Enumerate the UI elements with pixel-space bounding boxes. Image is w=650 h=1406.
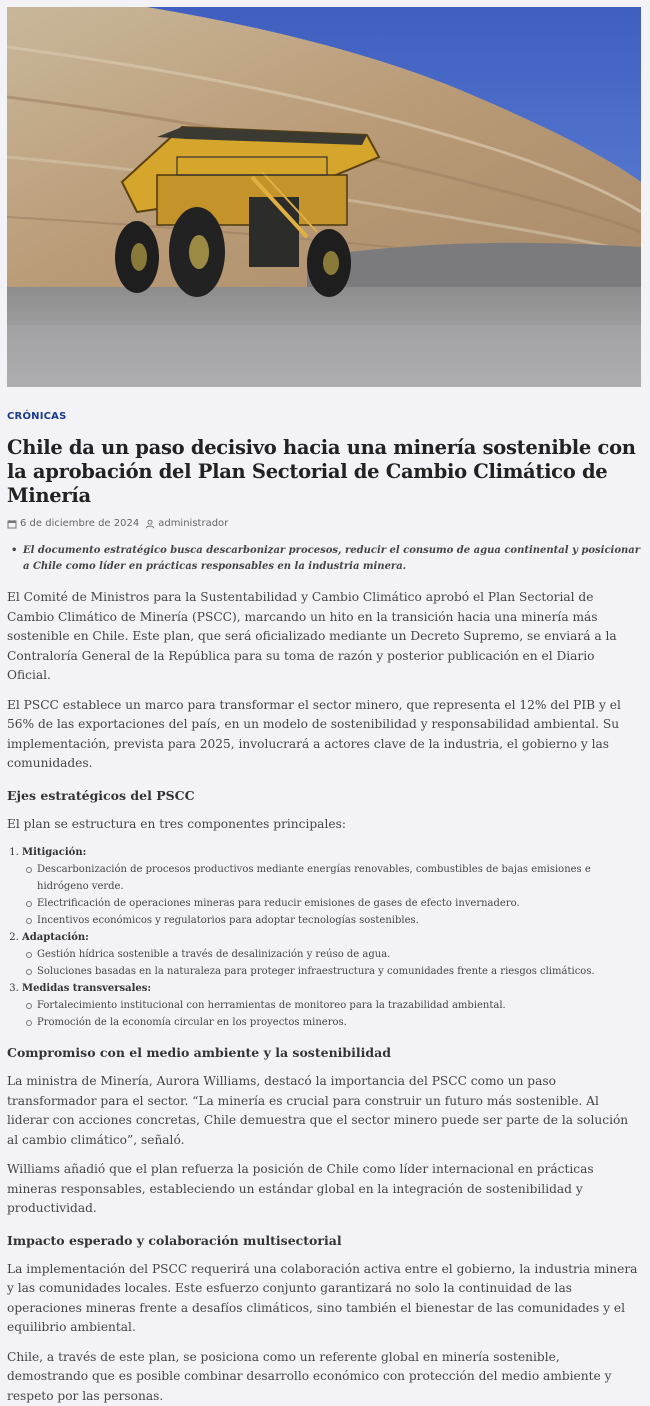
axis-subitem: Soluciones basadas en la naturaleza para proteger infraestructura y comunidades frente a riesgos climáticos.	[37, 963, 641, 980]
article-meta	[7, 518, 641, 529]
article-title: Chile da un paso decisivo hacia una minería sostenible con la aprobación del Plan Sectorial de Cambio Climático de Minería	[7, 436, 641, 508]
paragraph-7: Chile, a través de este plan, se posiciona como un referente global en minería sostenible, demostrando que es posible combinar desarrollo económico con protección del medio ambiente y respeto por las personas.	[7, 1348, 641, 1406]
summary-list	[7, 543, 641, 575]
axis-subitem: Promoción de la economía circular en los proyectos mineros.	[37, 1014, 641, 1031]
user-icon	[145, 519, 155, 529]
axis-title: Adaptación:	[22, 932, 89, 943]
axes-list	[7, 844, 641, 1031]
axis-item	[22, 929, 641, 980]
axis-title: Medidas transversales:	[22, 983, 151, 994]
axis-subitem: Electrificación de operaciones mineras para reducir emisiones de gases de efecto invernadero.	[37, 895, 641, 912]
paragraph-2: El PSCC establece un marco para transformar el sector minero, que representa el 12% del PIB y el 56% de las exportaciones del país, en un modelo de sostenibilidad y responsabilidad ambiental. Su implementación, prevista para 2025, involucrará a actores clave de la industria, el gobierno y las comunidades.	[7, 696, 641, 774]
axis-subitem: Gestión hídrica sostenible a través de desalinización y reúso de agua.	[37, 946, 641, 963]
heading-impact: Impacto esperado y colaboración multisectorial	[7, 1231, 641, 1250]
paragraph-6: La implementación del PSCC requerirá una colaboración activa entre el gobierno, la industria minera y las comunidades locales. Este esfuerzo conjunto garantizará no solo la continuidad de las operaciones mineras frente a desafíos climáticos, sino también el bienestar de las comunidades y el equilibrio ambiental.	[7, 1260, 641, 1338]
heading-axes: Ejes estratégicos del PSCC	[7, 786, 641, 805]
author-link[interactable]: administrador	[158, 518, 228, 529]
axis-item	[22, 980, 641, 1031]
author-meta	[145, 518, 228, 529]
axis-title: Mitigación:	[22, 847, 86, 858]
axis-subitem: Incentivos económicos y regulatorios para adoptar tecnologías sostenibles.	[37, 912, 641, 929]
article	[7, 404, 641, 1406]
hero-image	[7, 7, 641, 387]
axis-subitems	[22, 946, 641, 980]
axis-subitem: Descarbonización de procesos productivos mediante energías renovables, combustibles de bajas emisiones e hidrógeno verde.	[37, 861, 641, 895]
axis-subitem: Fortalecimiento institucional con herramientas de monitoreo para la trazabilidad ambiental.	[37, 997, 641, 1014]
category-link[interactable]: CRÓNICAS	[7, 411, 67, 422]
paragraph-5: Williams añadió que el plan refuerza la posición de Chile como líder internacional en prácticas mineras responsables, estableciendo un estándar global en la integración de sostenibilidad y productividad.	[7, 1160, 641, 1219]
axis-subitems	[22, 861, 641, 929]
paragraph-3: El plan se estructura en tres componentes principales:	[7, 815, 641, 835]
paragraph-4: La ministra de Minería, Aurora Williams, destacó la importancia del PSCC como un paso transformador para el sector. “La minería es crucial para construir un futuro más sostenible. Al liderar con acciones concretas, Chile demuestra que el sector minero puede ser parte de la solución al cambio climático”, señaló.	[7, 1072, 641, 1150]
article-date: 6 de diciembre de 2024	[20, 518, 139, 529]
mining-truck-illustration	[7, 7, 641, 387]
calendar-icon	[7, 519, 17, 529]
summary-item: • El documento estratégico busca descarbonizar procesos, reducir el consumo de agua continental y posicionar a Chile como líder en prácticas responsables en la industria minera.	[23, 543, 641, 575]
paragraph-1: El Comité de Ministros para la Sustentabilidad y Cambio Climático aprobó el Plan Sectorial de Cambio Climático de Minería (PSCC), marcando un hito en la transición hacia una minería más sostenible en Chile. Este plan, que será oficializado mediante un Decreto Supremo, se enviará a la Contraloría General de la República para su toma de razón y posterior publicación en el Diario Oficial.	[7, 588, 641, 686]
heading-commitment: Compromiso con el medio ambiente y la sostenibilidad	[7, 1043, 641, 1062]
axis-subitems	[22, 997, 641, 1031]
date-meta	[7, 518, 139, 529]
axis-item	[22, 844, 641, 929]
